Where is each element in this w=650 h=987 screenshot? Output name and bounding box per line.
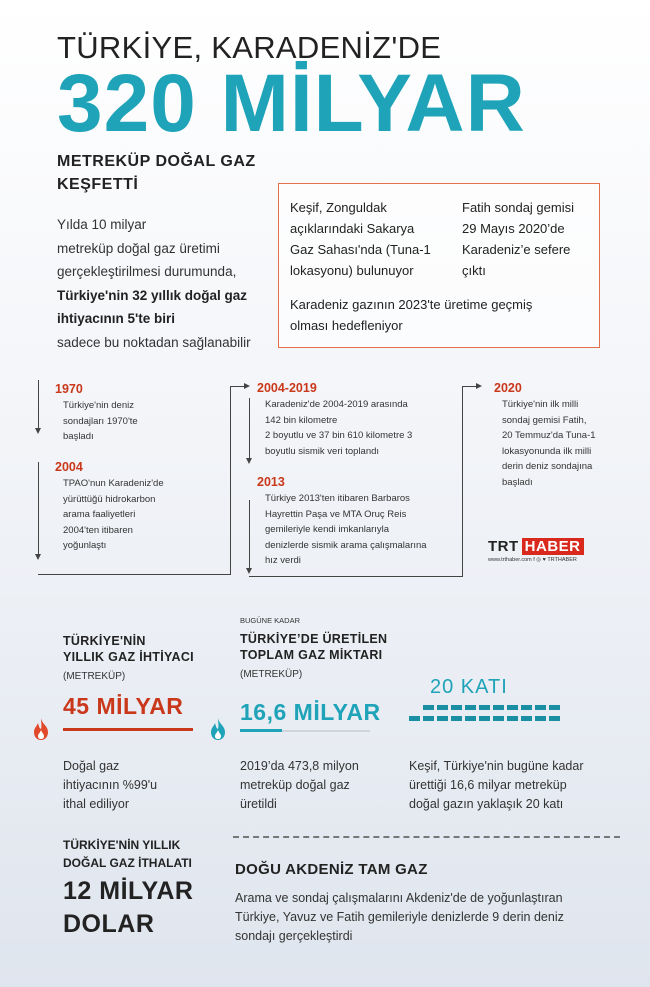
intro-bold-line: ihtiyacının 5'te biri: [57, 311, 175, 326]
timeline-text: Türkiye'nin deniz: [63, 400, 134, 411]
header-subtitle: [57, 150, 277, 196]
logo-subline: www.trthaber.com f ◎ ♥ TRTHABER: [488, 557, 577, 563]
arrow-down-icon: [35, 428, 41, 434]
stat-label: TOPLAM GAZ MİKTARI: [240, 648, 383, 662]
info-line: Karadeniz’e sefere: [462, 242, 571, 257]
intro-paragraph: [57, 213, 267, 354]
desc-line: Doğal gaz: [63, 759, 120, 773]
timeline-line: [38, 462, 39, 557]
desc-line: ürettiği 16,6 milyar metreküp: [409, 778, 567, 792]
grid-cell: [423, 716, 434, 721]
imports-label-line: TÜRKİYE'NİN YILLIK: [63, 838, 181, 852]
timeline-line: [230, 386, 231, 575]
info-line: açıklarındaki Sakarya: [290, 221, 415, 236]
headline-number: 320 MİLYAR: [57, 58, 526, 149]
flame-icon: [208, 717, 228, 741]
timeline-text: arama faaliyetleri: [63, 509, 136, 520]
timeline-text: 20 Temmuz'da Tuna-1: [502, 430, 596, 441]
timeline-text: yoğunlaştı: [63, 540, 107, 551]
stat-produced-value: 16,6 MİLYAR: [240, 699, 381, 725]
intro-bold-line: Türkiye'nin 32 yıllık doğal gaz: [57, 287, 248, 303]
info-line: Fatih sondaj gemisi: [462, 200, 574, 215]
grid-cell: [479, 705, 490, 710]
grid-cell: [479, 716, 490, 721]
timeline-entry-2020: [494, 381, 596, 490]
arrow-right-icon: [476, 383, 482, 389]
timeline-text: yürüttüğü hidrokarbon: [63, 493, 156, 505]
stat-unit: (METREKÜP): [240, 669, 303, 680]
desc-line: ihtiyacının %99'u: [63, 778, 158, 792]
arrow-down-icon: [246, 568, 252, 574]
grid-cell: [465, 716, 476, 721]
grid-cell: [437, 705, 448, 710]
east-med-title: DOĞU AKDENİZ TAM GAZ: [235, 861, 428, 878]
timeline-entry-2013: [257, 475, 427, 569]
logo-haber: HABER: [522, 538, 584, 555]
east-med-text: [235, 889, 615, 946]
desc-line: ithal ediliyor: [63, 797, 130, 811]
timeline-entry-2004-2019: [257, 381, 412, 459]
grid-cell: [549, 705, 560, 710]
arrow-down-icon: [35, 554, 41, 560]
desc-line: üretildi: [240, 797, 277, 811]
grid-cell: [493, 705, 504, 710]
grid-cell: [451, 716, 462, 721]
desc-line: 2019’da 473,8 milyon: [240, 759, 359, 773]
timeline-year: 2020: [494, 381, 522, 395]
imports-label: [63, 836, 192, 872]
timeline-text: hız verdi: [265, 555, 301, 566]
timeline-text: Hayrettin Paşa ve MTA Oruç Reis: [265, 508, 407, 520]
imports-label-line: DOĞAL GAZ İTHALATI: [63, 856, 192, 870]
grid-cell: [535, 705, 546, 710]
stat-unit: (METREKÜP): [63, 671, 126, 682]
east-med-line: sondajı gerçekleştirdi: [235, 929, 353, 943]
trt-haber-logo: [488, 538, 584, 563]
imports-value: [63, 875, 194, 941]
info-box-location: [290, 197, 460, 281]
timeline-line: [249, 576, 462, 577]
timeline-year: 1970: [55, 382, 83, 396]
timeline-text: başladı: [63, 431, 94, 442]
timeline-line: [462, 386, 463, 577]
east-med-line: Arama ve sondaj çalışmalarını Akdeniz'de de yoğunlaştıran: [235, 891, 563, 905]
grid-cell: [437, 716, 448, 721]
desc-line: metreküp doğal gaz: [240, 778, 350, 792]
grid-cell: [423, 705, 434, 710]
stat-small-label: BUGÜNE KADAR: [240, 616, 301, 625]
header-top-line: TÜRKİYE, KARADENİZ'DE: [57, 30, 442, 65]
timeline-year: 2004-2019: [257, 381, 317, 395]
info-line: Keşif, Zonguldak: [290, 200, 387, 215]
info-box-ship: [462, 197, 594, 281]
imports-value-line: 12 MİLYAR: [63, 877, 194, 905]
stat-need-underline: [63, 728, 193, 731]
times-grid: [409, 705, 569, 729]
info-line: lokasyonu) bulunuyor: [290, 263, 414, 278]
subtitle-line-1: METREKÜP DOĞAL GAZ: [57, 153, 256, 170]
info-line: Karadeniz gazının 2023'te üretime geçmiş: [290, 297, 533, 312]
stat-times-value: 20 KATI: [430, 676, 508, 698]
timeline-text: boyutlu sismik veri toplandı: [265, 445, 380, 457]
grid-cell: [521, 705, 532, 710]
subtitle-line-2: KEŞFETTİ: [57, 176, 139, 193]
timeline-text: 2 boyutlu ve 37 bin 610 kilometre 3: [265, 430, 413, 441]
intro-line: metreküp doğal gaz üretimi: [57, 240, 220, 256]
east-med-line: Türkiye, Yavuz ve Fatih gemileriyle denizlerde 9 derin deniz: [235, 910, 564, 924]
timeline-year: 2004: [55, 460, 83, 474]
timeline-text: TPAO'nun Karadeniz'de: [63, 478, 164, 489]
stat-label: TÜRKİYE’DE ÜRETİLEN: [240, 632, 388, 646]
desc-line: Keşif, Türkiye'nin bugüne kadar: [409, 759, 584, 773]
timeline-text: Türkiye'nin ilk milli: [502, 399, 579, 410]
dashed-divider: [233, 836, 620, 838]
info-line: çıktı: [462, 263, 486, 278]
timeline-text: Karadeniz'de 2004-2019 arasında: [265, 399, 408, 410]
intro-line: sadece bu noktadan sağlanabilir: [57, 334, 251, 350]
flame-icon: [31, 717, 51, 741]
timeline-text: sondajları 1970'te: [63, 415, 138, 427]
timeline-line: [249, 398, 250, 460]
timeline-text: başladı: [502, 476, 533, 488]
stat-produced: [240, 616, 387, 680]
stat-need-desc: [63, 757, 157, 814]
timeline-text: lokasyonunda ilk milli: [502, 445, 592, 457]
grid-cell: [507, 705, 518, 710]
grid-cell: [535, 716, 546, 721]
info-line: olması hedefleniyor: [290, 318, 403, 333]
stat-produced-bar: [240, 729, 282, 732]
desc-line: doğal gazın yaklaşık 20 katı: [409, 797, 564, 811]
stat-label: YILLIK GAZ İHTİYACI: [63, 650, 194, 664]
arrow-down-icon: [246, 458, 252, 464]
stat-need-value: 45 MİLYAR: [63, 693, 184, 719]
grid-cell: [409, 716, 420, 721]
intro-line: Yılda 10 milyar: [57, 217, 147, 232]
timeline-text: Türkiye 2013'ten itibaren Barbaros: [265, 493, 410, 504]
grid-cell: [493, 716, 504, 721]
timeline-line: [38, 380, 39, 430]
logo-trt: TRT: [488, 538, 519, 555]
timeline-text: 2004'ten itibaren: [63, 524, 133, 536]
timeline-text: sondaj gemisi Fatih,: [502, 414, 587, 426]
stat-need: [63, 633, 194, 682]
timeline-year: 2013: [257, 475, 285, 489]
imports-value-line: DOLAR: [63, 910, 155, 938]
stat-produced-desc: [240, 757, 359, 814]
grid-cell: [465, 705, 476, 710]
intro-line: gerçekleştirilmesi durumunda,: [57, 264, 237, 279]
info-line: 29 Mayıs 2020’de: [462, 221, 565, 236]
grid-cell: [451, 705, 462, 710]
timeline-entry-1970: [55, 382, 138, 445]
timeline-text: 142 bin kilometre: [265, 414, 338, 426]
stat-label: TÜRKİYE'NİN: [63, 634, 146, 648]
grid-cell: [507, 716, 518, 721]
timeline-line: [249, 500, 250, 570]
stat-times-desc: [409, 757, 583, 814]
timeline-text: denizlerde sismik arama çalışmalarına: [265, 539, 427, 551]
timeline-line: [230, 386, 244, 387]
grid-cell: [549, 716, 560, 721]
timeline-text: gemileriyle kendi imkanlarıyla: [265, 524, 390, 535]
arrow-right-icon: [244, 383, 250, 389]
info-line: Gaz Sahası'nda (Tuna-1: [290, 242, 431, 257]
grid-cell: [521, 716, 532, 721]
timeline-entry-2004: [55, 460, 164, 554]
info-box-target: [290, 294, 595, 336]
timeline-line: [38, 574, 230, 575]
timeline-text: derin deniz sondajına: [502, 461, 593, 472]
timeline-line: [462, 386, 476, 387]
